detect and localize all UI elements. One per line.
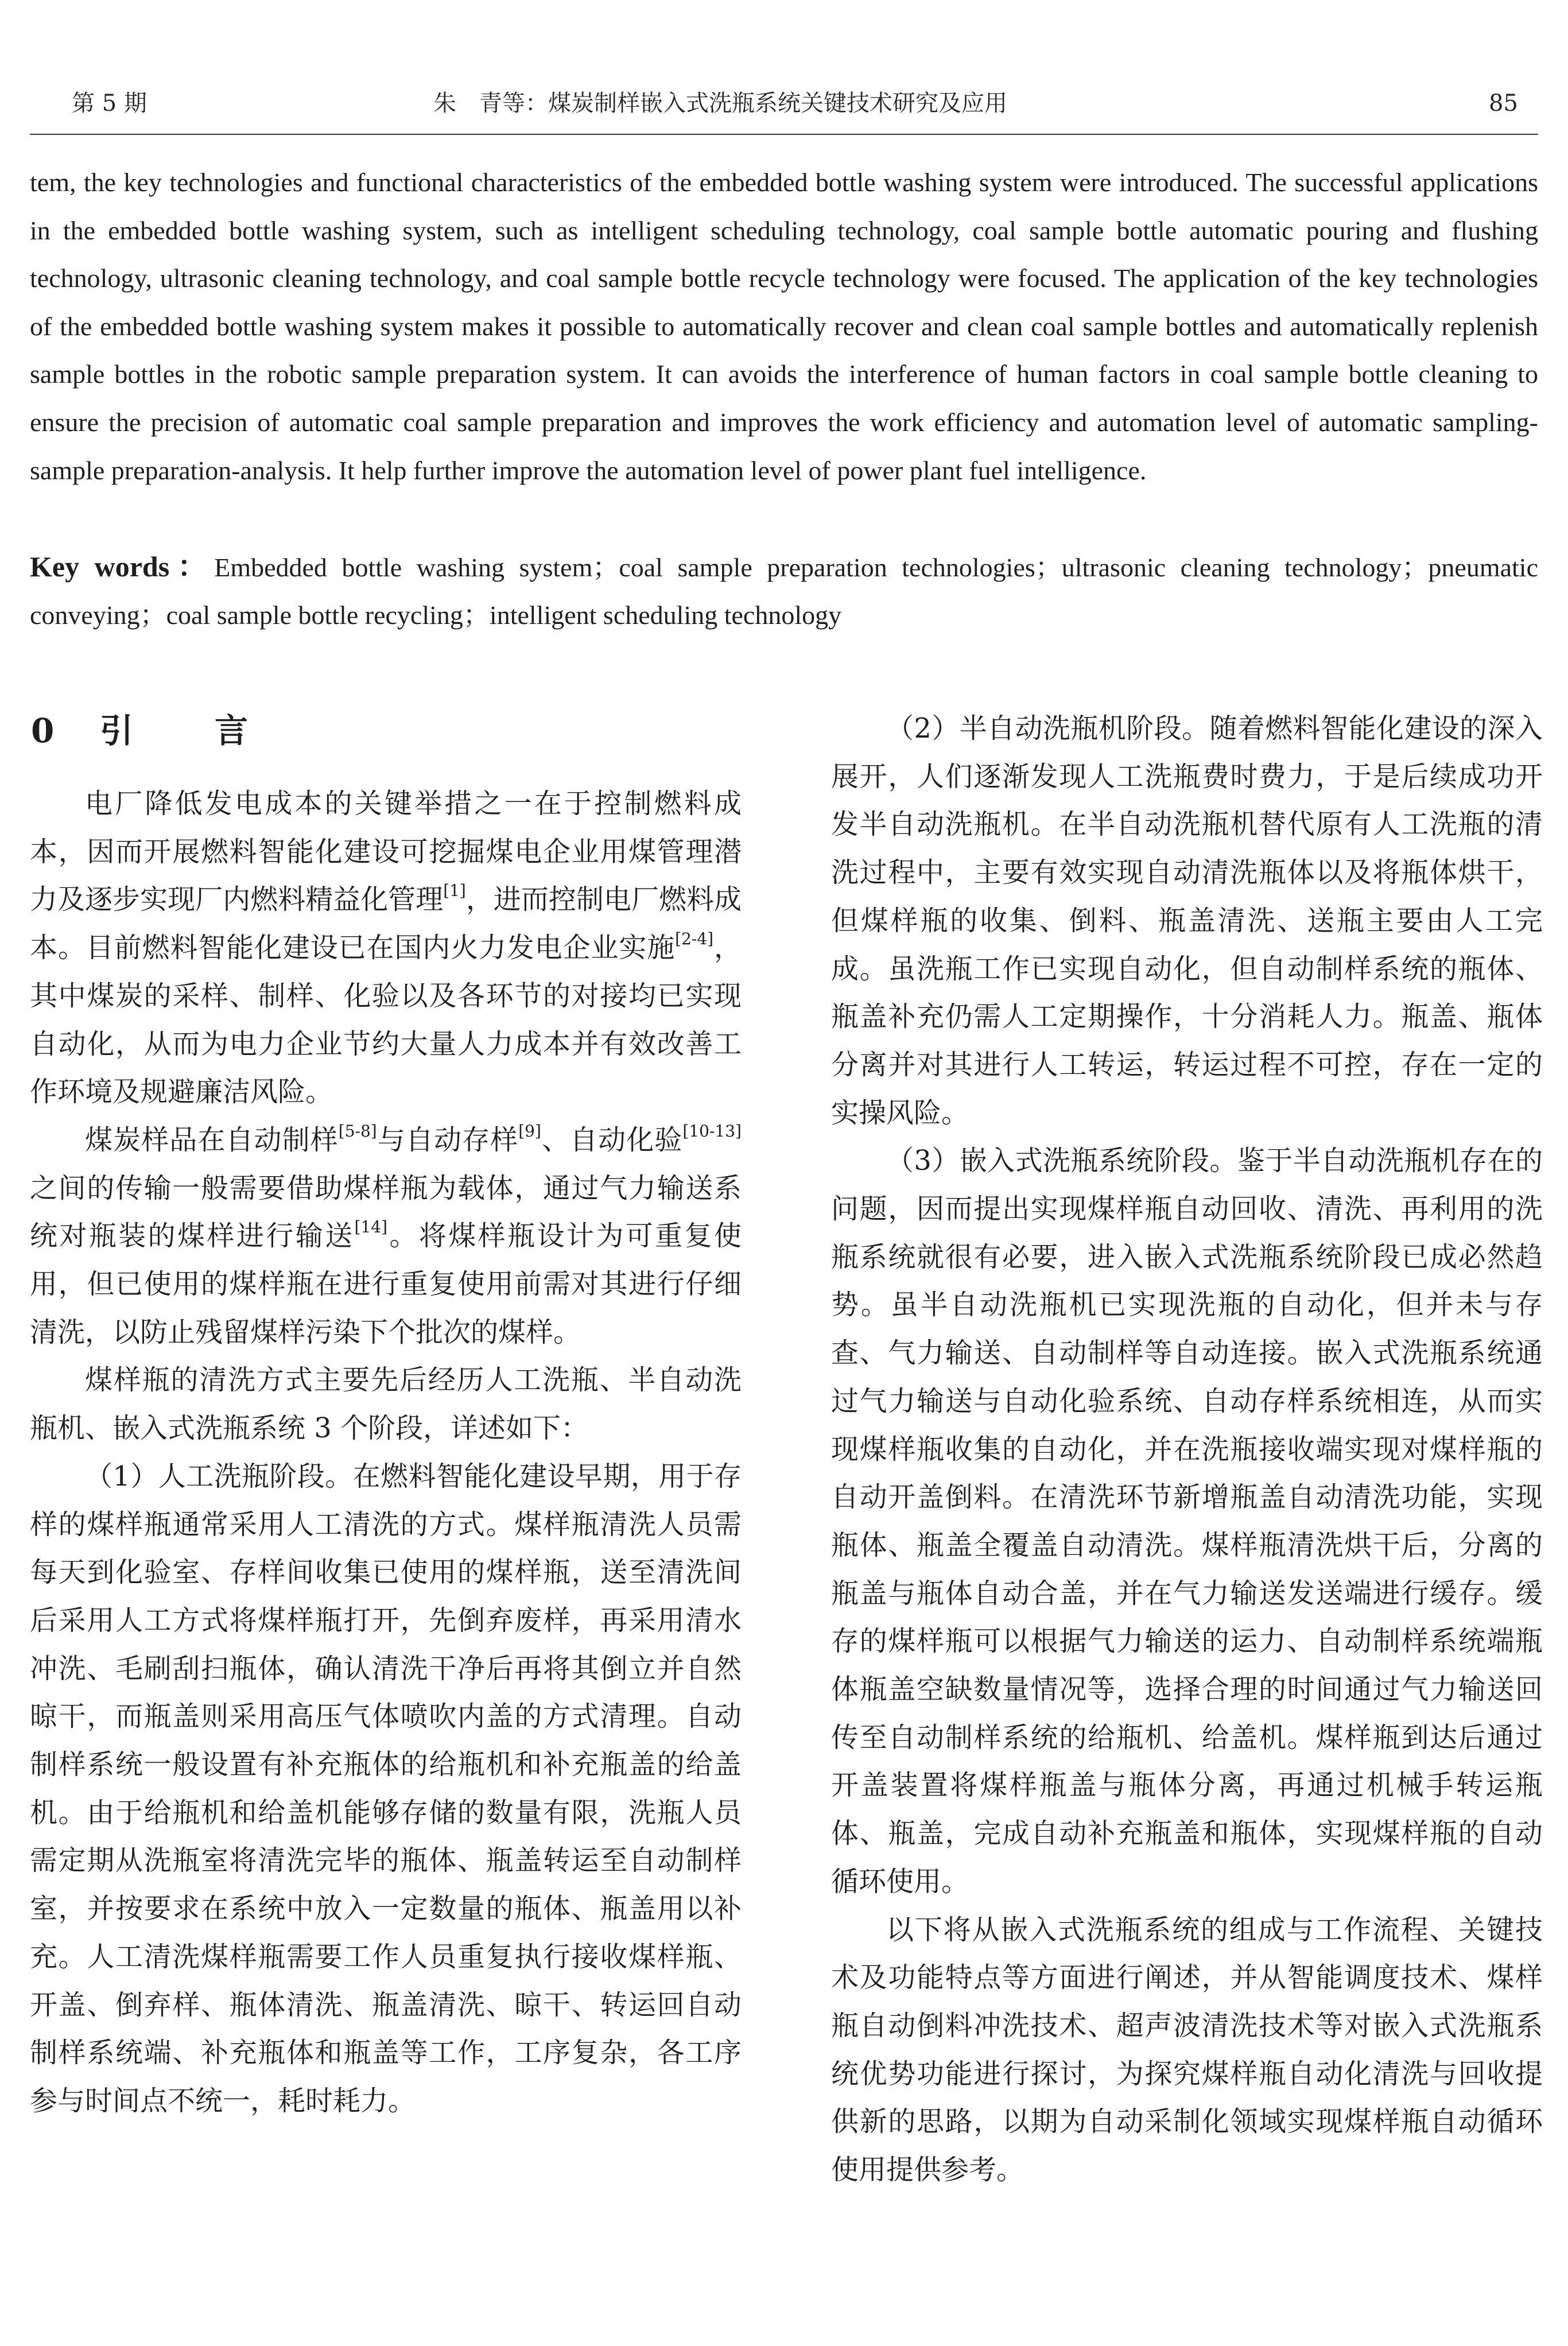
text-run: 。将煤样瓶设计为可重复使用，但已使用的煤样瓶在进行重复使用前需对其进行仔细清洗，以防止残留煤样污染下个批次的煤样。 bbox=[30, 1220, 742, 1348]
text-run: ，进而控制电厂燃料成本。目前燃料智能化建设已在国内火力发电企业实施 bbox=[30, 883, 742, 964]
citation: [2-4] bbox=[675, 929, 714, 949]
text-run: ，其中煤炭的采样、制样、化验以及各环节的对接均已实现自动化，从而为电力企业节约大量人力成本并有效改善工作环境及规避廉洁风险。 bbox=[30, 932, 742, 1108]
text-run: 电厂降低发电成本的关键举措之一在于控制燃料成本，因而开展燃料智能化建设可挖掘煤电企业用煤管理潜力及逐步实现厂内燃料精益化管理 bbox=[30, 788, 742, 916]
paragraph bbox=[30, 780, 742, 1116]
header-page-number: 85 bbox=[1489, 90, 1518, 117]
keywords-text: Embedded bottle washing system；coal sample preparation technologies；ultrasonic cleaning technology；pneumatic conveying；coal sample bottle recycling；intelligent scheduling technology bbox=[30, 553, 1538, 630]
citation: [10-13] bbox=[682, 1121, 742, 1141]
column-left bbox=[30, 705, 742, 2126]
citation: [14] bbox=[354, 1217, 388, 1237]
header-rule bbox=[30, 134, 1538, 135]
paragraph: （3）嵌入式洗瓶系统阶段。鉴于半自动洗瓶机存在的问题，因而提出实现煤样瓶自动回收、清洗、再利用的洗瓶系统就很有必要，进入嵌入式洗瓶系统阶段已成必然趋势。虽半自动洗瓶机已实现洗瓶的自动化，但并未与存查、气力输送、自动制样等自动连接。嵌入式洗瓶系统通过气力输送与自动化验系统、自动存样系统相连，从而实现煤样瓶收集的自动化，并在洗瓶接收端实现对煤样瓶的自动开盖倒料。在清洗环节新增瓶盖自动清洗功能，实现瓶体、瓶盖全覆盖自动清洗。煤样瓶清洗烘干后，分离的瓶盖与瓶体自动合盖，并在气力输送发送端进行缓存。缓存的煤样瓶可以根据气力输送的运力、自动制样系统端瓶体瓶盖空缺数量情况等，选择合理的时间通过气力输送回传至自动制样系统的给瓶机、给盖机。煤样瓶到达后通过开盖装置将煤样瓶盖与瓶体分离，再通过机械手转运瓶体、瓶盖，完成自动补充瓶盖和瓶体，实现煤样瓶的自动循环使用。 bbox=[831, 1145, 1543, 1898]
citation: [9] bbox=[518, 1121, 541, 1141]
keywords-label: Key words： bbox=[30, 550, 215, 583]
paragraph: 煤样瓶的清洗方式主要先后经历人工洗瓶、半自动洗瓶机、嵌入式洗瓶系统 3 个阶段，详述如下： bbox=[30, 1364, 742, 1445]
abstract-english bbox=[30, 158, 1538, 494]
section-number: 0 bbox=[31, 711, 55, 750]
paragraph: （1）人工洗瓶阶段。在燃料智能化建设早期，用于存样的煤样瓶通常采用人工清洗的方式。煤样瓶清洗人员需每天到化验室、存样间收集已使用的煤样瓶，送至清洗间后采用人工方式将煤样瓶打开，先倒弃废样，再采用清水冲洗、毛刷刮扫瓶体，确认清洗干净后再将其倒立并自然晾干，而瓶盖则采用高压气体喷吹内盖的方式清理。自动制样系统一般设置有补充瓶体的给瓶机和补充瓶盖的给盖机。由于给瓶机和给盖机能够存储的数量有限，洗瓶人员需定期从洗瓶室将清洗完毕的瓶体、瓶盖转运至自动制样室，并按要求在系统中放入一定数量的瓶体、瓶盖用以补充。人工清洗煤样瓶需要工作人员重复执行接收煤样瓶、开盖、倒弃样、瓶体清洗、瓶盖清洗、晾干、转运回自动制样系统端、补充瓶体和瓶盖等工作，工序复杂，各工序参与时间点不统一，耗时耗力。 bbox=[30, 1460, 742, 2117]
column-right bbox=[831, 705, 1543, 2194]
header-issue: 第 5 期 bbox=[72, 90, 147, 117]
paragraph bbox=[30, 1116, 742, 1357]
citation: [5-8] bbox=[338, 1121, 377, 1141]
section-title-char-1: 引 bbox=[100, 711, 134, 750]
keywords-block bbox=[30, 543, 1538, 639]
text-run: 煤炭样品在自动制样 bbox=[85, 1123, 339, 1156]
text-run: 、自动化验 bbox=[541, 1123, 683, 1156]
paragraph: 以下将从嵌入式洗瓶系统的组成与工作流程、关键技术及功能特点等方面进行阐述，并从智能调度技术、煤样瓶自动倒料冲洗技术、超声波清洗技术等对嵌入式洗瓶系统优势功能进行探讨，为探究煤样瓶自动化清洗与回收提供新的思路，以期为自动采制化领域实现煤样瓶自动循环使用提供参考。 bbox=[831, 1913, 1543, 2186]
text-run: 之间的传输一般需要借助煤样瓶为载体，通过气力输送系统对瓶装的煤样进行输送 bbox=[30, 1172, 742, 1253]
paragraph: （2）半自动洗瓶机阶段。随着燃料智能化建设的深入展开，人们逐渐发现人工洗瓶费时费力，于是后续成功开发半自动洗瓶机。在半自动洗瓶机替代原有人工洗瓶的清洗过程中，主要有效实现自动清洗瓶体以及将瓶体烘干，但煤样瓶的收集、倒料、瓶盖清洗、送瓶主要由人工完成。虽洗瓶工作已实现自动化，但自动制样系统的瓶体、瓶盖补充仍需人工定期操作，十分消耗人力。瓶盖、瓶体分离并对其进行人工转运，转运过程不可控，存在一定的实操风险。 bbox=[831, 712, 1543, 1129]
text-run: 与自动存样 bbox=[377, 1123, 519, 1156]
section-title-char-2: 言 bbox=[215, 711, 249, 750]
citation: [1] bbox=[443, 881, 466, 901]
abstract-text: tem, the key technologies and functional characteristics of the embedded bottle washing system were introduced. The successful applications in the embedded bottle washing system, such as intelligent scheduling technology, coal sample bottle automatic pouring and flushing technology, ultrasonic cleaning technology, and coal sample bottle recycle technology were focused. The application of the key technologies of the embedded bottle washing system makes it possible to automatically recover and clean coal sample bottles and automatically replenish sample bottles in the robotic sample preparation system. It can avoids the interference of human factors in coal sample bottle cleaning to ensure the precision of automatic coal sample preparation and improves the work efficiency and automation level of automatic sampling-sample preparation-analysis. It help further improve the automation level of power plant fuel intelligence. bbox=[30, 168, 1538, 485]
header-running-title: 朱 青等：煤炭制样嵌入式洗瓶系统关键技术研究及应用 bbox=[433, 90, 1007, 117]
section-heading bbox=[30, 702, 742, 759]
